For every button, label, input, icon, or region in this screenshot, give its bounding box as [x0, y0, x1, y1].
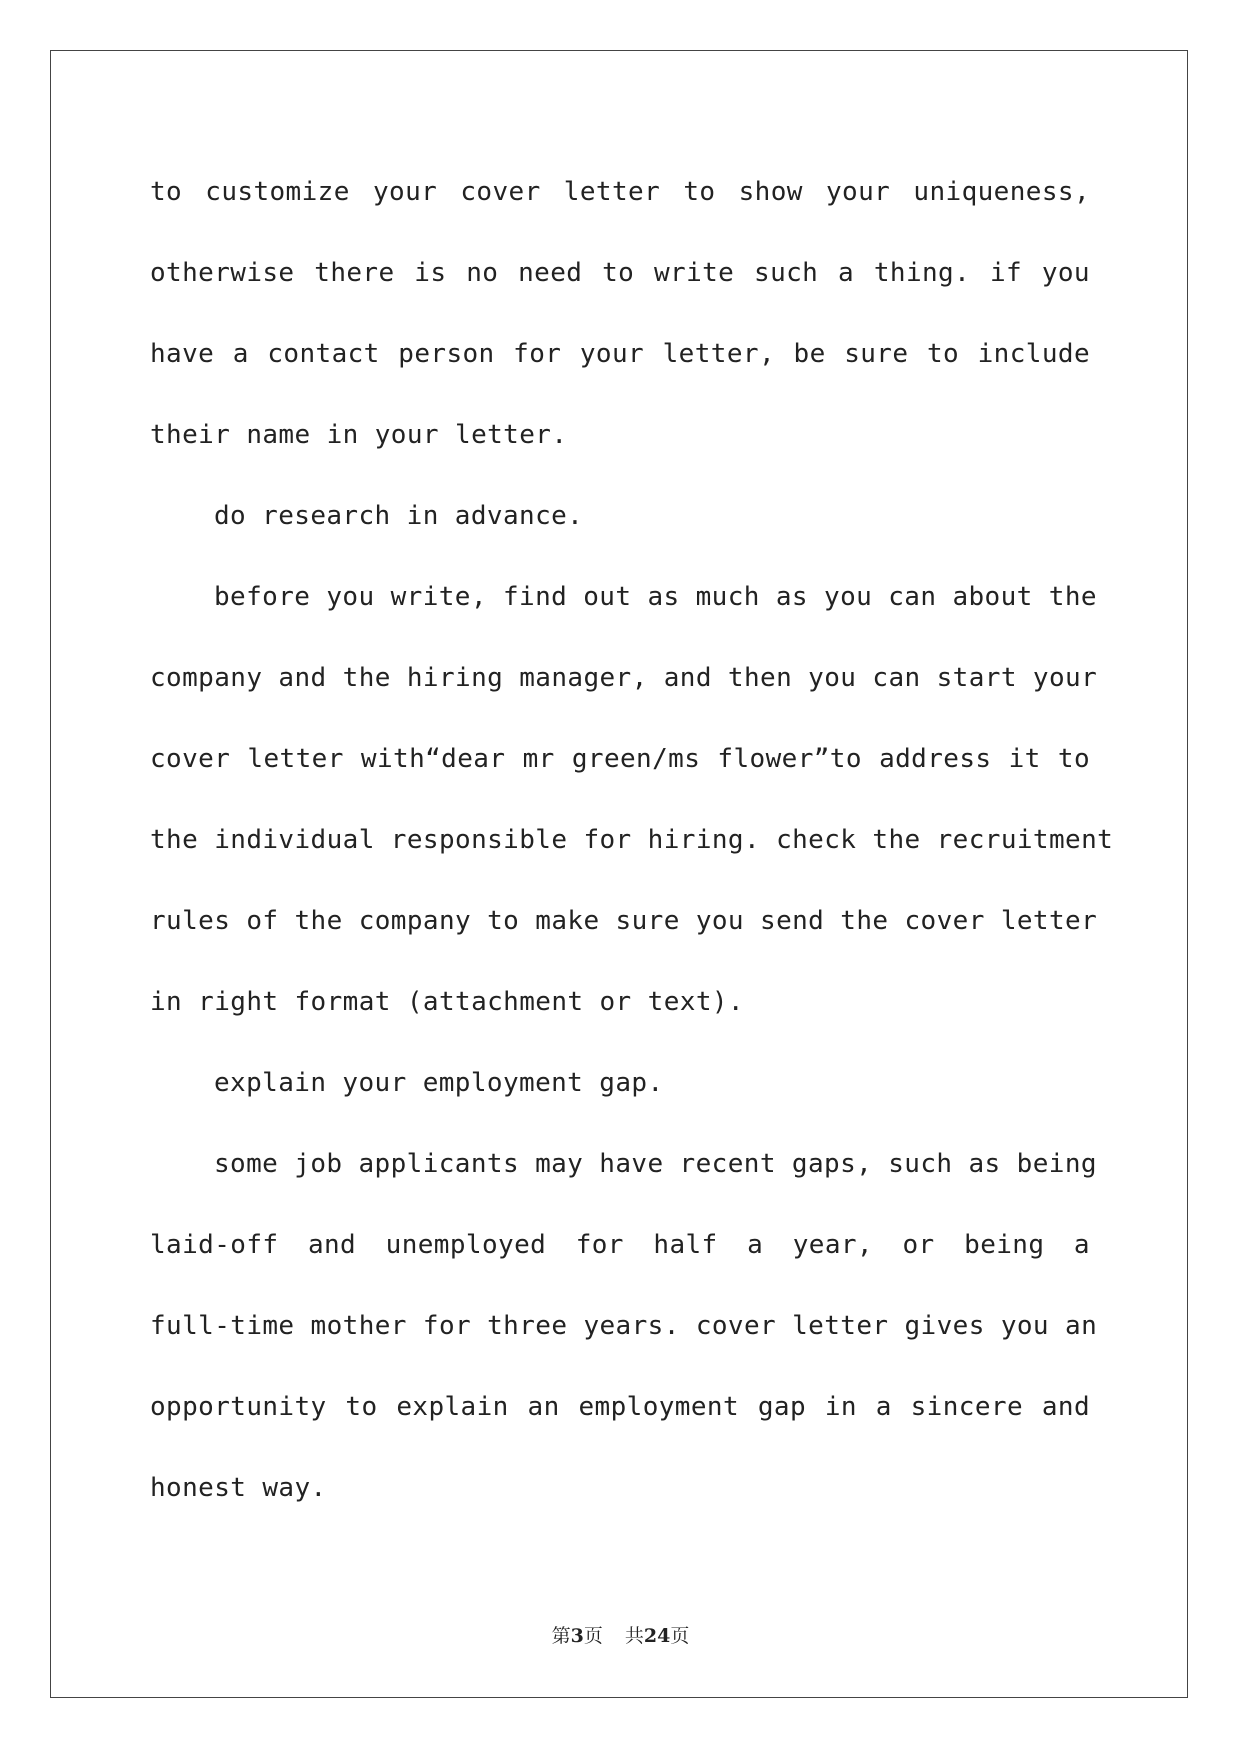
total-pages: 24: [643, 1625, 671, 1647]
paragraph-line: have a contact person for your letter, be sure to include: [150, 339, 1090, 369]
paragraph-line: full-time mother for three years. cover letter gives you an: [150, 1311, 1098, 1341]
total-suffix: 页: [670, 1625, 690, 1647]
section-heading: explain your employment gap.: [214, 1068, 664, 1098]
paragraph-line: rules of the company to make sure you send the cover letter: [150, 906, 1098, 936]
paragraph-line: laid-off and unemployed for half a year, or being a: [150, 1230, 1090, 1260]
paragraph-line: the individual responsible for hiring. check the recruitment: [150, 825, 1114, 855]
page-prefix: 第: [551, 1625, 571, 1647]
paragraph-line: opportunity to explain an employment gap in a sincere and: [150, 1392, 1090, 1422]
paragraph-line: cover letter with“dear mr green/ms flower”to address it to: [150, 744, 1090, 774]
paragraph-line: some job applicants may have recent gaps, such as being: [214, 1149, 1097, 1179]
paragraph-line: their name in your letter.: [150, 420, 568, 450]
page-number: 3: [570, 1625, 584, 1647]
paragraph-line: to customize your cover letter to show your uniqueness,: [150, 177, 1090, 207]
page-border: [50, 50, 1188, 1698]
page-footer: [0, 1621, 1241, 1648]
page-suffix: 页: [583, 1625, 603, 1647]
section-heading: do research in advance.: [214, 501, 584, 531]
total-prefix: 共: [624, 1625, 644, 1647]
paragraph-line: in right format (attachment or text).: [150, 987, 744, 1017]
paragraph-line: before you write, find out as much as you can about the: [214, 582, 1097, 612]
paragraph-line: honest way.: [150, 1473, 327, 1503]
paragraph-line: otherwise there is no need to write such a thing. if you: [150, 258, 1090, 288]
paragraph-line: company and the hiring manager, and then you can start your: [150, 663, 1098, 693]
